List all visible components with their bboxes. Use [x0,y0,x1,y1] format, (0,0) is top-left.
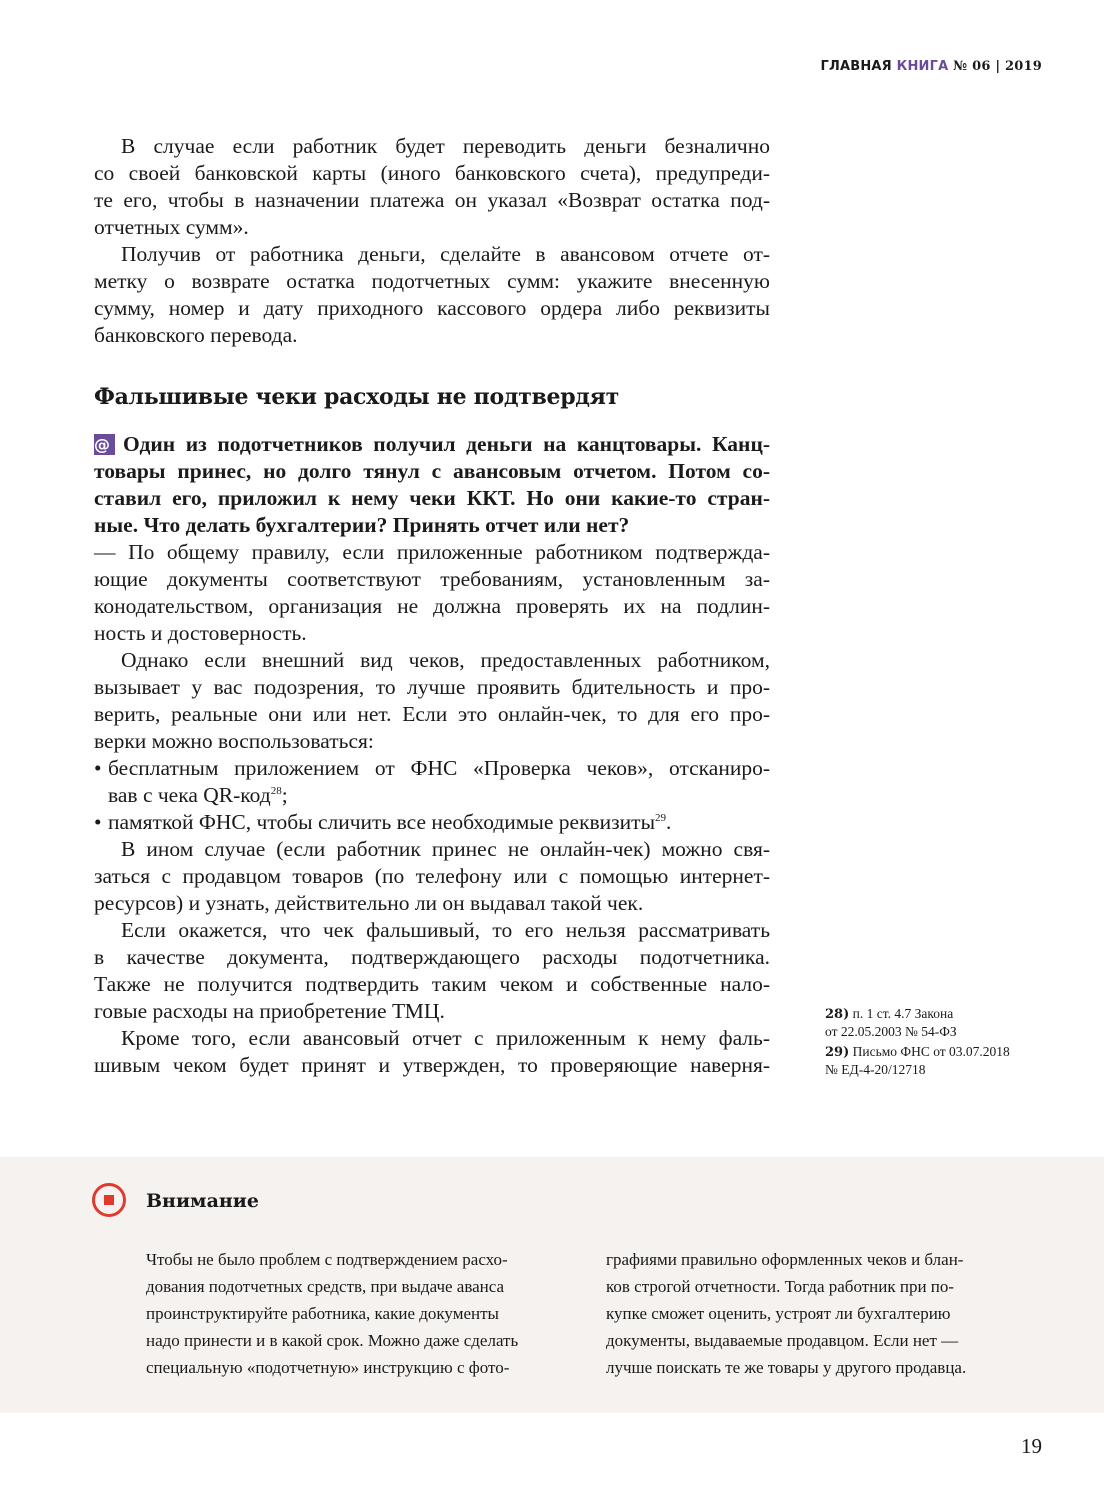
header-title-accent: КНИГА [896,59,949,74]
header-title: ГЛАВНАЯ [820,59,897,74]
section-heading: Фальшивые чеки расходы не подтвердят [94,384,619,410]
paragraph-block-3 [94,836,770,1079]
bullet-line [94,755,770,782]
bullet-list [94,755,770,836]
warning-stop-icon [92,1183,126,1217]
footnote-text: Письмо ФНС от 03.07.2018 [849,1044,1010,1059]
text-line: — По общему правилу, если приложенные работником подтвержда- [94,540,770,564]
warning-text-right [606,1246,1038,1381]
text-line: в качестве документа, подтверждающего расходы подотчетника. [94,945,770,969]
text-line: Если окажется, что чек фальшивый, то его нельзя рассматривать [121,918,770,942]
question-block [94,431,770,539]
footnote-ref: 28 [270,784,282,797]
text-line: заться с продавцом товаров (по телефону или с помощью интернет- [94,864,770,888]
bullet-end: . [666,810,672,834]
text-line: Получив от работника деньги, сделайте в авансовом отчете от- [121,242,770,266]
text-line: верки можно воспользоваться: [94,729,374,753]
question-line [94,458,770,485]
footnote [825,1005,1055,1040]
bullet-text: памяткой ФНС, чтобы сличить все необходимые реквизиты [108,810,656,834]
bullet-icon: • [94,810,102,834]
footnote-ref: 29 [655,811,667,824]
answer-block [94,539,770,755]
text-line: вызывает у вас подозрения, то лучше проявить бдительность и про- [94,675,770,699]
warning-line: дования подотчетных средств, при выдаче аванса [146,1277,505,1296]
text-line: Кроме того, если авансовый отчет с приложенным к нему фаль- [121,1026,770,1050]
question-line [94,512,770,539]
warning-line: Чтобы не было проблем с подтверждением расхо- [146,1250,508,1269]
warning-line: купке сможет оценить, устроят ли бухгалтерию [606,1304,951,1323]
bullet-text: вав с чека QR-код [108,783,271,807]
at-sign-icon: @ [94,434,115,455]
text-line: ность и достоверность. [94,621,307,645]
header-issue: № 06 | 2019 [948,59,1042,74]
bullet-line [94,782,770,809]
warning-text-left [146,1246,578,1381]
warning-line: графиями правильно оформленных чеков и блан- [606,1250,964,1269]
bullet-end: ; [281,783,288,807]
footnote [825,1043,1055,1078]
text-line: говые расходы на приобретение ТМЦ. [94,999,445,1023]
footnote-number: 28) [825,1007,850,1022]
question-text: Один из подотчетников получил деньги на канцтовары. Канц- [123,432,770,456]
text-line: Также не получится подтвердить таким чеком и собственные нало- [94,972,770,996]
footnote-text: № ЕД-4-20/12718 [825,1062,926,1077]
warning-line: ков строгой отчетности. Тогда работник при по- [606,1277,955,1296]
text-line: банковского перевода. [94,323,298,347]
text-line: ресурсов) и узнать, действительно ли он выдавал такой чек. [94,891,644,915]
footnote-number: 29) [825,1045,850,1060]
text-line: метку о возврате остатка подотчетных сумм: укажите внесенную [94,269,770,293]
text-line: со своей банковской карты (иного банковского счета), предупреди- [94,161,770,185]
warning-line: специальную «подотчетную» инструкцию с фото- [146,1358,510,1377]
warning-line: лучше поискать те же товары у другого продавца. [606,1358,967,1377]
question-text: ставил его, приложил к нему чеки ККТ. Но они какие-то стран- [94,486,770,510]
text-line: ющие документы соответствуют требованиям, установленным за- [94,567,770,591]
bullet-line [94,809,770,836]
bullet-icon: • [94,756,102,780]
text-line: те его, чтобы в назначении платежа он указал «Возврат остатка под- [94,188,770,212]
text-line: верить, реальные они или нет. Если это онлайн-чек, то для его про- [94,702,770,726]
bullet-text: бесплатным приложением от ФНС «Проверка чеков», отсканиро- [108,756,770,780]
text-line: отчетных сумм». [94,215,249,239]
warning-line: проинструктируйте работника, какие документы [146,1304,499,1323]
warning-line: документы, выдаваемые продавцом. Если нет — [606,1331,959,1350]
footnote-text: п. 1 ст. 4.7 Закона [849,1006,954,1021]
text-line: В случае если работник будет переводить деньги безналично [121,134,770,158]
question-text: товары принес, но долго тянул с авансовым отчетом. Потом со- [94,459,770,483]
text-line: конодательством, организация не должна проверять их на подлин- [94,594,770,618]
footnote-text: от 22.05.2003 № 54-ФЗ [825,1024,957,1039]
running-header [820,59,1042,74]
text-line: В ином случае (если работник принес не онлайн-чек) можно свя- [121,837,770,861]
paragraph-block-1 [94,133,770,349]
question-line [94,485,770,512]
warning-line: надо принести и в какой срок. Можно даже сделать [146,1331,519,1350]
text-line: Однако если внешний вид чеков, предоставленных работником, [121,648,770,672]
warning-title: Внимание [146,1190,259,1212]
question-line [94,431,770,458]
question-text: ные. Что делать бухгалтерии? Принять отчет или нет? [94,513,630,537]
text-line: сумму, номер и дату приходного кассового ордера либо реквизиты [94,296,770,320]
text-line: шивым чеком будет принят и утвержден, то проверяющие наверня- [94,1053,770,1077]
page-number: 19 [1021,1434,1042,1458]
